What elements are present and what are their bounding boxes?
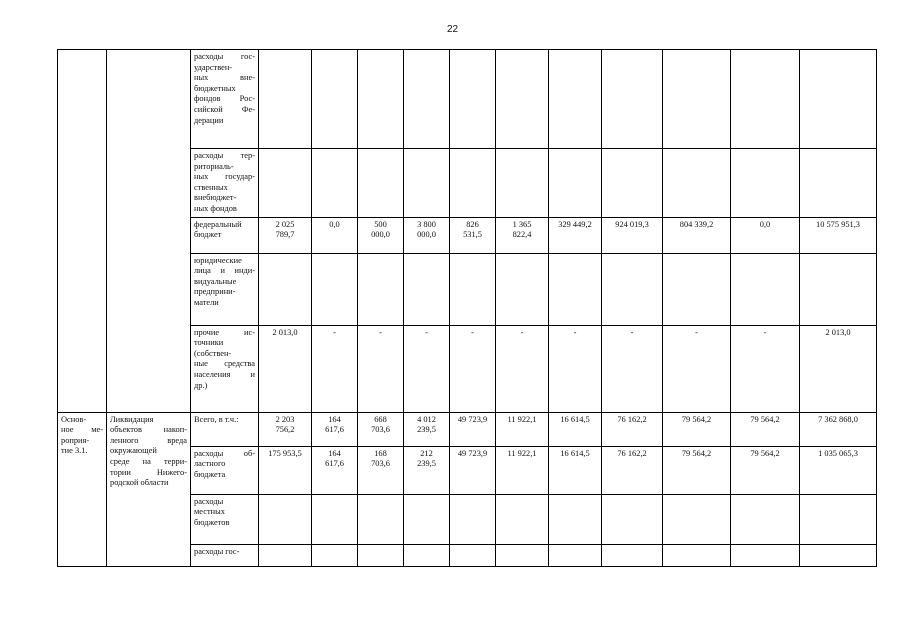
value-cell	[800, 50, 877, 149]
value-cell	[800, 544, 877, 566]
funding-source-line: расходы гос-	[194, 546, 240, 556]
value-cell	[259, 50, 312, 149]
value-text: 16 614,5	[560, 414, 590, 424]
funding-source-cell	[191, 446, 259, 494]
funding-source-cell	[191, 412, 259, 446]
value-cell	[663, 149, 731, 218]
value-text: 4 012 239,5	[417, 414, 436, 435]
value-text: 49 723,9	[457, 448, 488, 458]
value-cell	[259, 446, 312, 494]
funding-source-cell	[191, 149, 259, 218]
value-text: 826 531,5	[463, 219, 482, 240]
value-cell	[312, 446, 358, 494]
value-text: 11 922,1	[507, 448, 537, 458]
value-cell	[663, 544, 731, 566]
funding-source-line: ных вне-	[194, 73, 255, 83]
value-cell	[800, 494, 877, 544]
funding-source-line: ударствен-	[194, 62, 233, 72]
value-text: 164 617,6	[325, 414, 344, 435]
value-text: 16 614,5	[560, 448, 590, 458]
value-text: 168 703,6	[371, 448, 390, 469]
measure-code-cell	[58, 50, 107, 413]
value-cell	[663, 253, 731, 325]
value-cell	[358, 325, 404, 412]
value-text: 0,0	[759, 219, 771, 229]
value-text: 500 000,0	[371, 219, 390, 240]
value-cell	[259, 325, 312, 412]
value-cell	[404, 494, 450, 544]
value-cell	[259, 253, 312, 325]
value-cell	[404, 253, 450, 325]
value-cell	[731, 446, 800, 494]
value-cell	[602, 494, 663, 544]
value-cell	[450, 253, 496, 325]
value-cell	[450, 217, 496, 253]
measure-code-cell	[58, 412, 107, 566]
value-cell	[731, 325, 800, 412]
value-cell	[450, 149, 496, 218]
value-text: -	[425, 327, 428, 337]
value-text: 1 365 822,4	[512, 219, 532, 240]
funding-source-line: матели	[194, 297, 219, 307]
table-row	[58, 412, 877, 446]
funding-source-line: ных фондов	[194, 203, 237, 213]
measure-name-line: Ликвидация	[110, 414, 154, 424]
funding-source-line: ластного	[194, 459, 226, 469]
funding-source-line: расходы об-	[194, 448, 255, 458]
value-cell	[358, 149, 404, 218]
value-text: 0,0	[329, 219, 340, 229]
funding-source-line: расходы	[194, 496, 224, 506]
funding-source-line: (собствен-	[194, 348, 232, 358]
funding-source-line: населения и	[194, 369, 255, 379]
value-text: -	[630, 327, 634, 337]
value-cell	[496, 325, 549, 412]
value-cell	[312, 217, 358, 253]
value-cell	[404, 412, 450, 446]
value-cell	[496, 50, 549, 149]
value-cell	[496, 544, 549, 566]
value-cell	[800, 446, 877, 494]
value-cell	[731, 253, 800, 325]
value-cell	[312, 253, 358, 325]
value-cell	[404, 446, 450, 494]
measure-name-line: тории Нижего-	[110, 467, 187, 477]
value-cell	[404, 217, 450, 253]
value-cell	[800, 325, 877, 412]
value-text: 3 800 000,0	[417, 219, 436, 240]
value-cell	[450, 494, 496, 544]
value-text: 76 162,2	[617, 414, 647, 424]
value-text: -	[471, 327, 474, 337]
funding-source-line: сийской Фе-	[194, 104, 255, 114]
value-cell	[602, 325, 663, 412]
value-cell	[663, 412, 731, 446]
value-cell	[663, 494, 731, 544]
value-cell	[312, 325, 358, 412]
funding-source-line: ных государ-	[194, 172, 255, 182]
value-text: 329 449,2	[558, 219, 592, 229]
value-text: 804 339,2	[679, 219, 714, 229]
value-cell	[312, 149, 358, 218]
value-cell	[450, 544, 496, 566]
value-cell	[663, 446, 731, 494]
value-cell	[358, 446, 404, 494]
value-text: 2 013,0	[825, 327, 851, 337]
funding-source-line: ные средства	[194, 359, 255, 369]
funding-source-line: расходы гос-	[194, 52, 255, 61]
value-cell	[450, 412, 496, 446]
page-number: 22	[446, 24, 459, 35]
value-cell	[549, 412, 602, 446]
measure-code-line: ное ме-	[61, 425, 103, 435]
value-cell	[358, 544, 404, 566]
value-cell	[731, 412, 800, 446]
funding-source-line: др.)	[194, 380, 208, 390]
budget-table	[57, 49, 877, 567]
value-text: -	[379, 327, 382, 337]
funding-source-line: местных	[194, 507, 225, 517]
value-cell	[496, 446, 549, 494]
measure-code-line: Основ-	[61, 414, 87, 424]
value-cell	[602, 412, 663, 446]
value-cell	[450, 50, 496, 149]
value-cell	[663, 325, 731, 412]
value-text: 2 013,0	[272, 327, 298, 337]
funding-source-line: Всего, в т.ч.:	[194, 414, 239, 424]
table-row	[58, 50, 877, 149]
value-cell	[259, 494, 312, 544]
value-text: 76 162,2	[617, 448, 647, 458]
funding-source-line: видуальные	[194, 276, 237, 286]
funding-source-line: бюджет	[194, 230, 222, 240]
funding-source-cell	[191, 544, 259, 566]
value-cell	[800, 253, 877, 325]
value-cell	[259, 412, 312, 446]
value-text: 79 564,2	[750, 414, 780, 424]
value-cell	[496, 217, 549, 253]
value-cell	[358, 494, 404, 544]
measure-name-cell	[107, 412, 191, 566]
funding-source-line: точники	[194, 338, 224, 348]
measure-code-line: тие 3.1.	[61, 446, 88, 456]
value-text: 924 019,3	[615, 219, 649, 229]
funding-source-line: бюджета	[194, 469, 226, 479]
value-cell	[549, 494, 602, 544]
value-text: 11 922,1	[507, 414, 537, 424]
value-text: 175 953,5	[268, 448, 302, 458]
value-cell	[663, 50, 731, 149]
funding-source-cell	[191, 325, 259, 412]
value-cell	[404, 325, 450, 412]
measure-name-line: родской области	[110, 478, 169, 488]
value-cell	[404, 149, 450, 218]
value-cell	[450, 325, 496, 412]
value-cell	[602, 149, 663, 218]
value-text: 10 575 951,3	[816, 219, 860, 229]
measure-name-line: среде на терри-	[110, 456, 187, 466]
value-cell	[496, 253, 549, 325]
value-cell	[602, 253, 663, 325]
value-cell	[259, 149, 312, 218]
value-text: 79 564,2	[681, 448, 712, 458]
funding-source-line: бюджетов	[194, 517, 230, 527]
value-cell	[549, 544, 602, 566]
value-cell	[496, 494, 549, 544]
value-cell	[549, 325, 602, 412]
value-text: 2 203 756,2	[275, 414, 295, 435]
funding-source-line: прочие ис-	[194, 327, 255, 337]
funding-source-line: риториаль-	[194, 161, 234, 171]
value-cell	[450, 446, 496, 494]
value-cell	[731, 544, 800, 566]
value-cell	[549, 149, 602, 218]
value-text: 49 723,9	[457, 414, 488, 424]
funding-source-cell	[191, 494, 259, 544]
measure-name-line: окружающей	[110, 446, 157, 456]
measure-name-line: объектов накоп-	[110, 425, 187, 435]
value-text: 7 362 868,0	[818, 414, 858, 424]
value-cell	[496, 149, 549, 218]
value-cell	[312, 494, 358, 544]
value-cell	[496, 412, 549, 446]
value-text: 164 617,6	[325, 448, 344, 469]
value-cell	[663, 217, 731, 253]
value-cell	[312, 412, 358, 446]
value-cell	[358, 217, 404, 253]
funding-source-cell	[191, 253, 259, 325]
value-text: -	[573, 327, 577, 337]
funding-source-line: юридические	[194, 255, 242, 265]
funding-source-line: внебюджет-	[194, 193, 237, 203]
value-cell	[602, 50, 663, 149]
value-cell	[549, 253, 602, 325]
value-cell	[731, 149, 800, 218]
funding-source-line: ственных	[194, 182, 228, 192]
value-cell	[259, 217, 312, 253]
funding-source-cell	[191, 50, 259, 149]
value-text: -	[520, 327, 524, 337]
measure-code-line: роприя-	[61, 435, 90, 445]
value-cell	[731, 217, 800, 253]
value-text: 79 564,2	[750, 448, 780, 458]
value-cell	[358, 412, 404, 446]
value-cell	[549, 446, 602, 494]
value-cell	[731, 50, 800, 149]
value-cell	[602, 544, 663, 566]
funding-source-line: фондов Рос-	[194, 94, 255, 104]
value-cell	[602, 217, 663, 253]
value-text: 1 035 065,3	[818, 448, 858, 458]
value-cell	[404, 544, 450, 566]
value-text: -	[763, 327, 767, 337]
value-cell	[800, 412, 877, 446]
funding-source-line: бюджетных	[194, 83, 236, 93]
value-cell	[259, 544, 312, 566]
funding-source-line: федеральный	[194, 219, 242, 229]
value-text: 668 703,6	[371, 414, 390, 435]
funding-source-line: расходы тер-	[194, 151, 255, 160]
funding-source-line: лица и инди-	[194, 266, 255, 276]
value-cell	[358, 50, 404, 149]
value-cell	[602, 446, 663, 494]
value-cell	[312, 50, 358, 149]
value-text: 79 564,2	[681, 414, 712, 424]
measure-name-cell	[107, 50, 191, 413]
funding-source-line: предприни-	[194, 287, 236, 297]
value-cell	[358, 253, 404, 325]
value-cell	[800, 217, 877, 253]
value-cell	[312, 544, 358, 566]
funding-source-line: дерации	[194, 115, 224, 125]
value-cell	[731, 494, 800, 544]
value-cell	[549, 217, 602, 253]
value-text: -	[695, 327, 698, 337]
measure-name-line: ленного вреда	[110, 435, 187, 445]
funding-source-cell	[191, 217, 259, 253]
value-text: 212 239,5	[417, 448, 436, 469]
value-cell	[800, 149, 877, 218]
value-cell	[404, 50, 450, 149]
value-text: -	[333, 327, 336, 337]
value-text: 2 025 789,7	[275, 219, 295, 240]
value-cell	[549, 50, 602, 149]
